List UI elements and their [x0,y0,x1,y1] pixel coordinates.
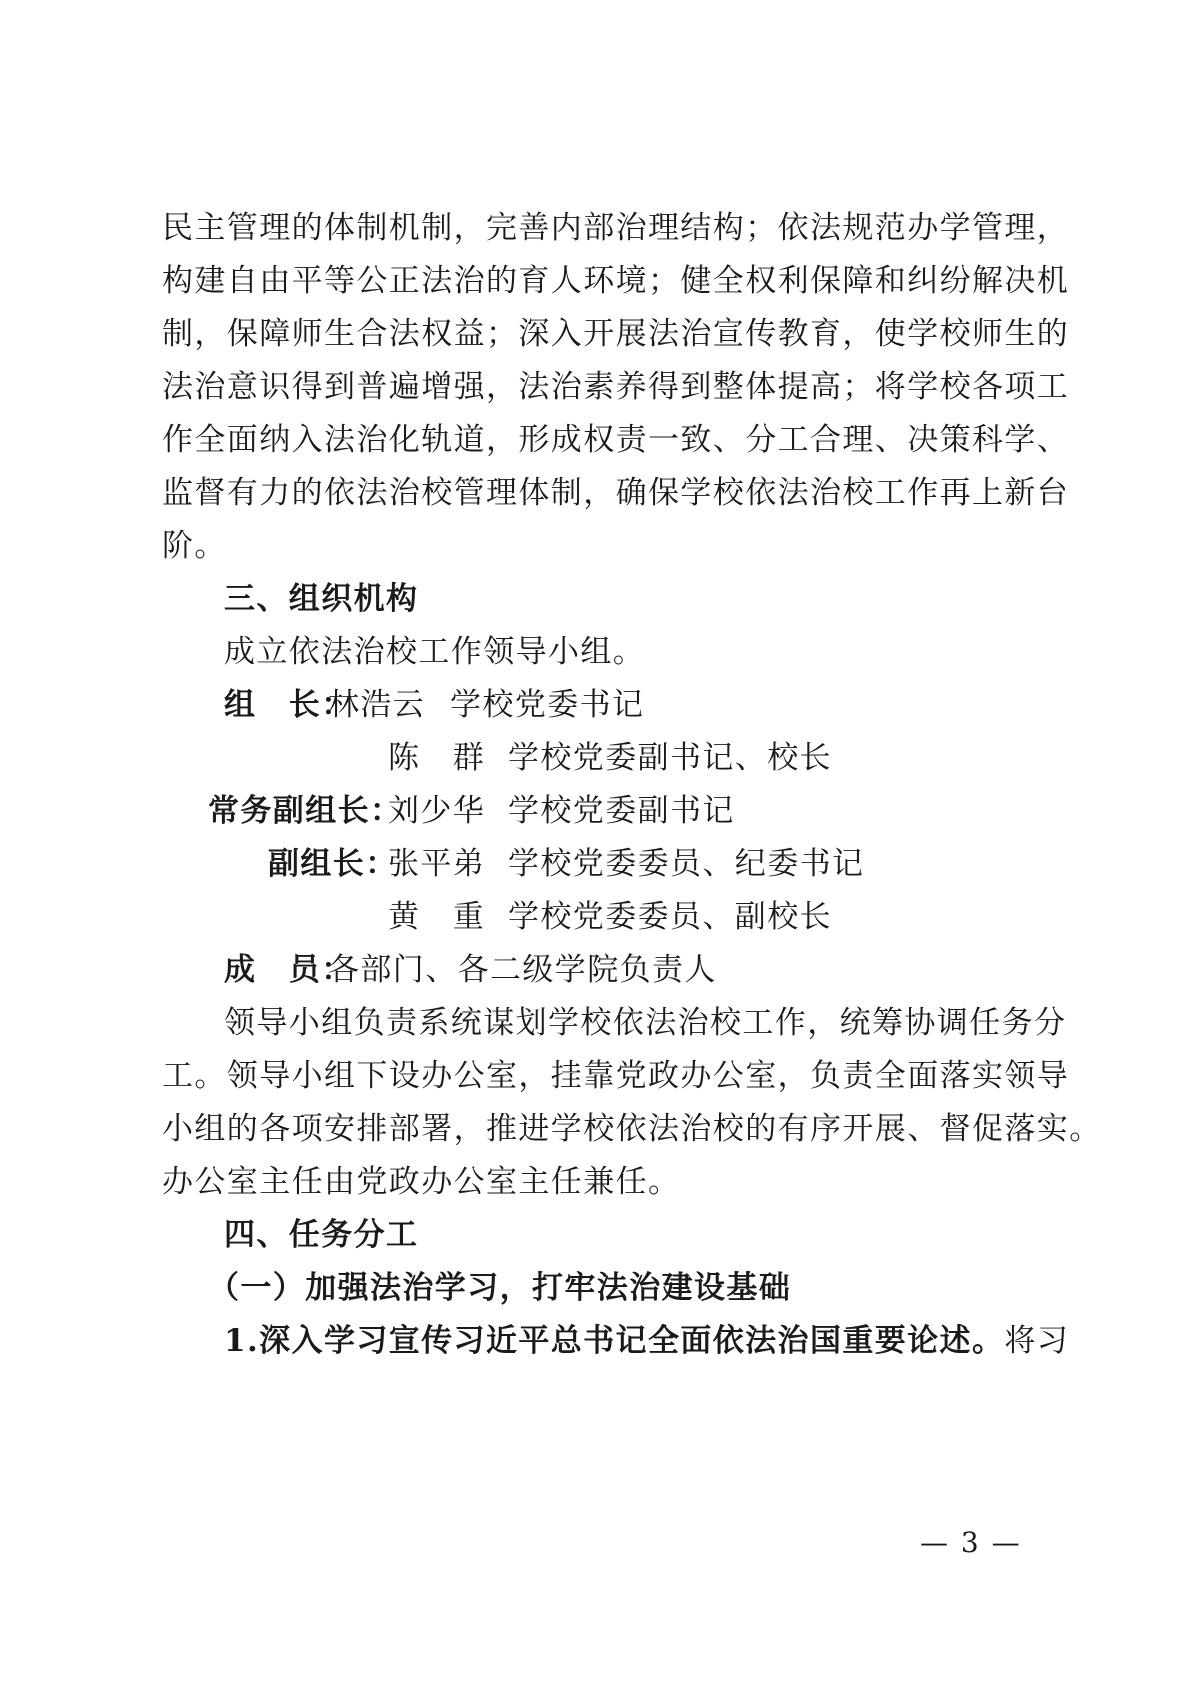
deputy-title: 学校党委委员、副校长 [508,899,832,935]
deputy-label: 副组长： [268,846,398,882]
paragraph-line: 阶。 [162,528,227,564]
document-page [162,0,1102,1684]
page-number: — 3 — [920,1526,1022,1559]
exec-deputy-title: 学校党委副书记 [508,793,735,829]
subsection-heading: （一）加强法治学习，打牢法治建设基础 [208,1270,792,1306]
paragraph-line: 监督有力的依法治校管理体制，确保学校依法治校工作再上新台 [162,475,1070,511]
paragraph-line: 作全面纳入法治化轨道，形成权责一致、分工合理、决策科学、 [162,422,1070,458]
deputy-name: 黄 重 [388,899,486,935]
item-text: 将习 [1004,1323,1070,1359]
exec-deputy-label: 常务副组长： [208,793,403,829]
paragraph-line: 民主管理的体制机制，完善内部治理结构；依法规范办学管理， [162,210,1070,246]
members-text: 各部门、各二级学院负责人 [328,952,717,988]
exec-deputy-name: 刘少华 [388,793,486,829]
deputy-title: 学校党委委员、纪委书记 [508,846,865,882]
paragraph-line: 法治意识得到普遍增强，法治素养得到整体提高；将学校各项工 [162,369,1070,405]
group-leader-label: 组 长： [224,687,354,723]
deputy-name: 张平弟 [388,846,486,882]
item-heading: 1.深入学习宣传习近平总书记全面依法治国重要论述。 [224,1323,1005,1359]
paragraph-line: 小组的各项安排部署，推进学校依法治校的有序开展、督促落实。 [162,1111,1102,1147]
paragraph-line: 构建自由平等公正法治的育人环境；健全权利保障和纠纷解决机 [162,263,1070,299]
item-line [224,1321,1069,1361]
section-heading: 四、任务分工 [224,1217,419,1253]
section-heading: 三、组织机构 [224,581,419,617]
paragraph-line: 办公室主任由党政办公室主任兼任。 [162,1164,681,1200]
leader-title: 学校党委书记 [450,687,645,723]
leader-name: 陈 群 [388,740,486,776]
leader-name: 林浩云 [328,687,426,723]
paragraph-line: 领导小组负责系统谋划学校依法治校工作，统筹协调任务分 [224,1005,1067,1041]
paragraph-line: 工。领导小组下设办公室，挂靠党政办公室，负责全面落实领导 [162,1058,1070,1094]
members-label: 成 员： [224,952,354,988]
leader-title: 学校党委副书记、校长 [508,740,832,776]
paragraph-line: 制，保障师生合法权益；深入开展法治宣传教育，使学校师生的 [162,316,1070,352]
section-intro: 成立依法治校工作领导小组。 [224,634,646,670]
